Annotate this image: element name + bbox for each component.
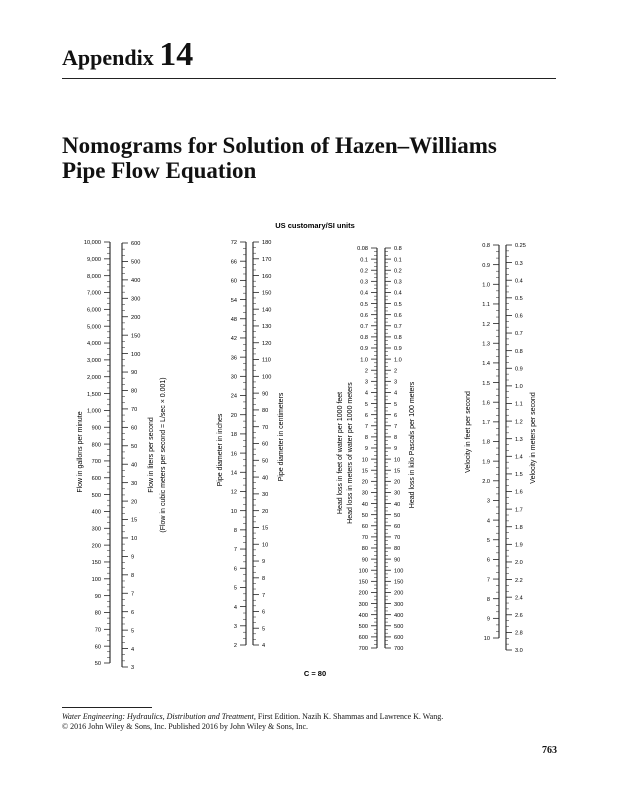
tick-label: 10 (131, 536, 138, 543)
tick-label: 1.2 (482, 321, 490, 328)
tick-label: 90 (262, 391, 269, 398)
tick-label: 7,000 (87, 290, 101, 297)
tick-label: 200 (394, 590, 404, 597)
tick-label: 0.4 (515, 278, 523, 285)
tick-label: 18 (230, 432, 237, 439)
tick-label: 6 (486, 557, 490, 564)
tick-label: 60 (262, 441, 269, 448)
axis-title-diameter-in: Pipe diameter in inches (217, 413, 224, 487)
tick-label: 1.7 (515, 507, 523, 514)
tick-label: 80 (131, 388, 138, 395)
tick-label: 1.9 (482, 459, 490, 466)
tick-label: 80 (94, 610, 101, 617)
tick-label: 1.4 (482, 361, 490, 368)
tick-label: 100 (262, 374, 272, 381)
tick-label: 40 (361, 501, 368, 508)
tick-label: 48 (230, 316, 237, 323)
tick-label: 8,000 (87, 273, 101, 280)
tick-label: 0.2 (360, 268, 368, 275)
tick-label: 2.4 (515, 595, 523, 602)
tick-label: 10,000 (83, 240, 101, 247)
tick-label: 50 (262, 458, 269, 465)
tick-label: 300 (394, 601, 404, 608)
tick-label: 110 (262, 357, 271, 364)
tick-label: 0.7 (515, 331, 523, 338)
axis-title-head-ft: Head loss in feet of water per 1000 feet (337, 391, 344, 515)
tick-label: 400 (91, 509, 101, 516)
axis-title-velocity-mps: Velocity in meters per second (530, 392, 537, 484)
tick-label: 1.5 (482, 380, 490, 387)
tick-label: 4 (131, 646, 135, 653)
tick-label: 9,000 (87, 257, 101, 264)
tick-label: 3,000 (87, 358, 101, 365)
tick-label: 14 (230, 470, 237, 477)
chapter-title-line-2: Pipe Flow Equation (62, 158, 257, 183)
tick-label: 5 (486, 537, 490, 544)
tick-label: 15 (262, 525, 269, 532)
tick-label: 400 (131, 278, 141, 285)
tick-label: 4 (394, 390, 398, 397)
tick-label: 0.8 (394, 246, 402, 253)
tick-label: 40 (262, 475, 269, 482)
tick-label: 3 (131, 665, 135, 672)
footnote-rule (62, 707, 152, 708)
tick-label: 54 (230, 297, 237, 304)
tick-label: 6 (131, 609, 135, 616)
tick-label: 7 (233, 547, 237, 554)
tick-label: 200 (131, 314, 141, 321)
footnote-edition: , First Edition. Nazih K. Shammas and Lawrence K. Wang. (253, 712, 444, 721)
tick-label: 10 (394, 457, 401, 464)
tick-label: 7 (262, 592, 266, 599)
tick-label: 1.0 (515, 384, 523, 391)
tick-label: 70 (262, 424, 269, 431)
tick-label: 5 (131, 628, 135, 635)
tick-label: 9 (262, 559, 266, 566)
page-number: 763 (542, 745, 557, 756)
footnote-book-title: Water Engineering: Hydraulics, Distribution and Treatment (62, 712, 254, 721)
tick-label: 6 (364, 412, 368, 419)
tick-label: 500 (91, 492, 101, 499)
tick-label: 5 (394, 401, 398, 408)
tick-label: 0.9 (482, 262, 490, 269)
tick-label: 600 (131, 241, 141, 248)
tick-label: 10 (483, 636, 490, 643)
tick-label: 0.08 (357, 246, 368, 253)
scale-head-ft (337, 246, 377, 652)
tick-label: 0.4 (360, 290, 368, 297)
tick-label: 6,000 (87, 307, 101, 314)
tick-label: 15 (394, 468, 401, 475)
tick-label: 2 (394, 368, 398, 375)
tick-label: 72 (230, 240, 237, 247)
tick-label: 80 (394, 546, 401, 553)
tick-label: 1.8 (482, 439, 490, 446)
tick-label: 0.25 (515, 243, 526, 250)
tick-label: 60 (94, 644, 101, 651)
tick-label: 160 (262, 273, 272, 280)
tick-label: 400 (358, 612, 368, 619)
tick-label: 150 (131, 333, 141, 340)
tick-label: 0.3 (515, 260, 523, 267)
axis-title-head-ft: Head loss in meters of water per 1000 meters (347, 382, 354, 524)
tick-label: 42 (230, 336, 237, 343)
tick-label: 700 (91, 459, 101, 466)
tick-label: 700 (394, 646, 404, 653)
tick-label: 0.7 (360, 323, 368, 330)
tick-label: 7 (394, 423, 398, 430)
tick-label: 40 (131, 462, 138, 469)
scale-diameter-cm (253, 240, 285, 649)
tick-label: 5 (262, 626, 266, 633)
axis-title-diameter-cm: Pipe diameter in centimeters (278, 392, 285, 482)
tick-label: 60 (394, 523, 401, 530)
tick-label: 30 (262, 492, 269, 499)
tick-label: 1.0 (360, 357, 368, 364)
axis-title-flow-gpm: Flow in gallons per minute (77, 411, 84, 493)
tick-label: 1.1 (482, 302, 490, 309)
tick-label: 0.5 (515, 296, 523, 303)
tick-label: 30 (131, 480, 138, 487)
tick-label: 4,000 (87, 341, 101, 348)
tick-label: 8 (131, 573, 135, 580)
tick-label: 30 (230, 374, 237, 381)
tick-label: 120 (262, 340, 272, 347)
footnote-line-1 (62, 712, 562, 722)
tick-label: 170 (262, 256, 272, 263)
tick-label: 0.8 (360, 335, 368, 342)
tick-label: 8 (486, 596, 490, 603)
tick-label: 100 (91, 577, 101, 583)
tick-label: 150 (358, 579, 368, 586)
tick-label: 60 (230, 278, 237, 285)
chapter-title-line-1: Nomograms for Solution of Hazen–Williams (62, 133, 497, 158)
tick-label: 90 (131, 370, 138, 377)
tick-label: 1.6 (515, 489, 523, 496)
appendix-label: Appendix (62, 45, 154, 70)
tick-label: 6 (262, 609, 266, 616)
tick-label: 1.1 (515, 401, 523, 408)
tick-label: 1.0 (394, 357, 402, 364)
c-value-label: C = 80 (303, 669, 327, 678)
tick-label: 100 (131, 351, 141, 358)
scale-velocity-mps (506, 243, 537, 654)
tick-label: 60 (131, 425, 138, 432)
tick-label: 2.0 (482, 479, 490, 485)
tick-label: 0.1 (360, 257, 368, 264)
tick-label: 50 (394, 512, 401, 519)
tick-label: 0.6 (515, 313, 523, 320)
tick-label: 70 (131, 407, 138, 414)
tick-label: 1.0 (482, 282, 490, 289)
tick-label: 0.8 (394, 335, 402, 342)
tick-label: 100 (358, 568, 368, 575)
tick-label: 3 (233, 624, 237, 631)
tick-label: 24 (230, 393, 237, 400)
tick-label: 0.4 (394, 290, 402, 297)
tick-label: 800 (91, 442, 101, 449)
tick-label: 1.9 (515, 542, 523, 549)
tick-label: 7 (364, 423, 368, 430)
tick-label: 70 (94, 627, 101, 634)
tick-label: 8 (233, 528, 237, 535)
tick-label: 2.2 (515, 577, 523, 584)
tick-label: 0.8 (482, 243, 490, 250)
tick-label: 3.0 (515, 648, 523, 655)
tick-label: 500 (131, 259, 141, 266)
tick-label: 0.5 (394, 301, 402, 308)
tick-label: 2.8 (515, 630, 523, 637)
nomogram-scales (77, 240, 537, 671)
tick-label: 15 (131, 517, 138, 524)
tick-label: 36 (230, 355, 237, 362)
tick-label: 4 (364, 390, 368, 397)
tick-label: 20 (230, 412, 237, 419)
tick-label: 2.0 (515, 560, 523, 567)
appendix-number: 14 (159, 36, 194, 73)
tick-label: 100 (394, 568, 404, 575)
tick-label: 0.9 (360, 346, 368, 353)
tick-label: 150 (262, 290, 272, 297)
tick-label: 0.3 (360, 279, 368, 286)
tick-label: 9 (131, 554, 135, 561)
tick-label: 0.9 (394, 346, 402, 353)
tick-label: 300 (131, 296, 141, 303)
tick-label: 0.3 (394, 279, 402, 286)
tick-label: 66 (230, 259, 237, 266)
scale-velocity-fps (465, 243, 499, 642)
tick-label: 70 (394, 535, 401, 542)
tick-label: 2,000 (87, 374, 101, 381)
scale-flow-gpm (77, 240, 110, 667)
tick-label: 20 (361, 479, 368, 486)
tick-label: 140 (262, 307, 272, 314)
tick-label: 90 (94, 593, 101, 600)
tick-label: 1,500 (87, 391, 101, 398)
tick-label: 7 (486, 577, 490, 584)
tick-label: 200 (358, 590, 368, 597)
tick-label: 70 (361, 535, 368, 542)
tick-label: 80 (262, 408, 269, 415)
tick-label: 180 (262, 240, 272, 247)
scale-flow-lps (122, 241, 167, 671)
tick-label: 2.6 (515, 612, 523, 619)
tick-label: 30 (394, 490, 401, 497)
axis-title-head-kpa: Head loss in kilo Pascals per 100 meters (409, 381, 416, 509)
tick-label: 300 (91, 526, 101, 533)
tick-label: 50 (131, 443, 138, 450)
tick-label: 3 (364, 379, 368, 386)
tick-label: 9 (486, 616, 490, 623)
footnote-line-2: © 2016 John Wiley & Sons, Inc. Published 2016 by John Wiley & Sons, Inc. (62, 722, 309, 731)
tick-label: 5 (364, 401, 368, 408)
tick-label: 90 (394, 557, 401, 564)
tick-label: 20 (131, 499, 138, 506)
tick-label: 90 (361, 557, 368, 564)
scale-head-kpa (385, 246, 416, 652)
scale-diameter-in (217, 240, 246, 649)
tick-label: 60 (361, 523, 368, 530)
tick-label: 1,000 (87, 408, 101, 415)
tick-label: 3 (486, 498, 490, 505)
tick-label: 1.8 (515, 524, 523, 531)
tick-label: 9 (394, 446, 398, 453)
tick-label: 6 (394, 412, 398, 419)
tick-label: 4 (262, 643, 266, 650)
tick-label: 150 (91, 560, 101, 567)
tick-label: 500 (358, 623, 368, 630)
axis-title-velocity-fps: Velocity in feet per second (465, 391, 472, 473)
tick-label: 10 (230, 508, 237, 515)
tick-label: 1.6 (482, 400, 490, 407)
tick-label: 7 (131, 591, 135, 598)
tick-label: 600 (394, 635, 404, 642)
footnote (62, 712, 562, 732)
tick-label: 3 (394, 379, 398, 386)
tick-label: 8 (262, 576, 266, 583)
tick-label: 1.5 (515, 472, 523, 479)
tick-label: 5,000 (87, 324, 101, 331)
tick-label: 16 (230, 451, 237, 458)
tick-label: 9 (364, 446, 368, 453)
tick-label: 4 (233, 604, 237, 611)
units-title: US customary/SI units (275, 221, 355, 230)
tick-label: 50 (94, 661, 101, 668)
tick-label: 0.6 (394, 312, 402, 319)
tick-label: 6 (233, 566, 237, 573)
tick-label: 1.7 (482, 420, 490, 427)
tick-label: 0.9 (515, 366, 523, 373)
tick-label: 20 (262, 508, 269, 515)
tick-label: 0.5 (360, 301, 368, 308)
tick-label: 10 (262, 542, 269, 549)
tick-label: 8 (394, 435, 398, 442)
tick-label: 900 (91, 425, 101, 432)
tick-label: 0.2 (394, 268, 402, 275)
tick-label: 500 (394, 623, 404, 630)
tick-label: 0.7 (394, 323, 402, 330)
axis-title-flow-lps: (Flow in cubic meters per second = L/sec × 0.001) (160, 377, 167, 533)
tick-label: 4 (486, 518, 490, 525)
tick-label: 2 (233, 643, 237, 650)
tick-label: 0.1 (394, 257, 402, 264)
tick-label: 0.6 (360, 312, 368, 319)
tick-label: 600 (358, 635, 368, 642)
tick-label: 600 (91, 475, 101, 482)
tick-label: 700 (358, 646, 368, 653)
tick-label: 80 (361, 546, 368, 553)
tick-label: 1.3 (482, 341, 490, 348)
tick-label: 1.2 (515, 419, 523, 426)
axis-title-flow-lps: Flow in liters per second (148, 417, 155, 493)
tick-label: 150 (394, 579, 404, 586)
tick-label: 30 (361, 490, 368, 497)
tick-label: 40 (394, 501, 401, 508)
tick-label: 5 (233, 585, 237, 592)
tick-label: 300 (358, 601, 368, 608)
tick-label: 8 (364, 435, 368, 442)
tick-label: 10 (361, 457, 368, 464)
tick-label: 1.4 (515, 454, 523, 461)
tick-label: 400 (394, 612, 404, 619)
tick-label: 12 (230, 489, 237, 496)
tick-label: 15 (361, 468, 368, 475)
tick-label: 50 (361, 512, 368, 519)
tick-label: 2 (364, 368, 368, 375)
tick-label: 130 (262, 324, 272, 331)
tick-label: 1.3 (515, 436, 523, 443)
tick-label: 200 (91, 543, 101, 550)
tick-label: 0.8 (515, 348, 523, 355)
tick-label: 20 (394, 479, 401, 486)
